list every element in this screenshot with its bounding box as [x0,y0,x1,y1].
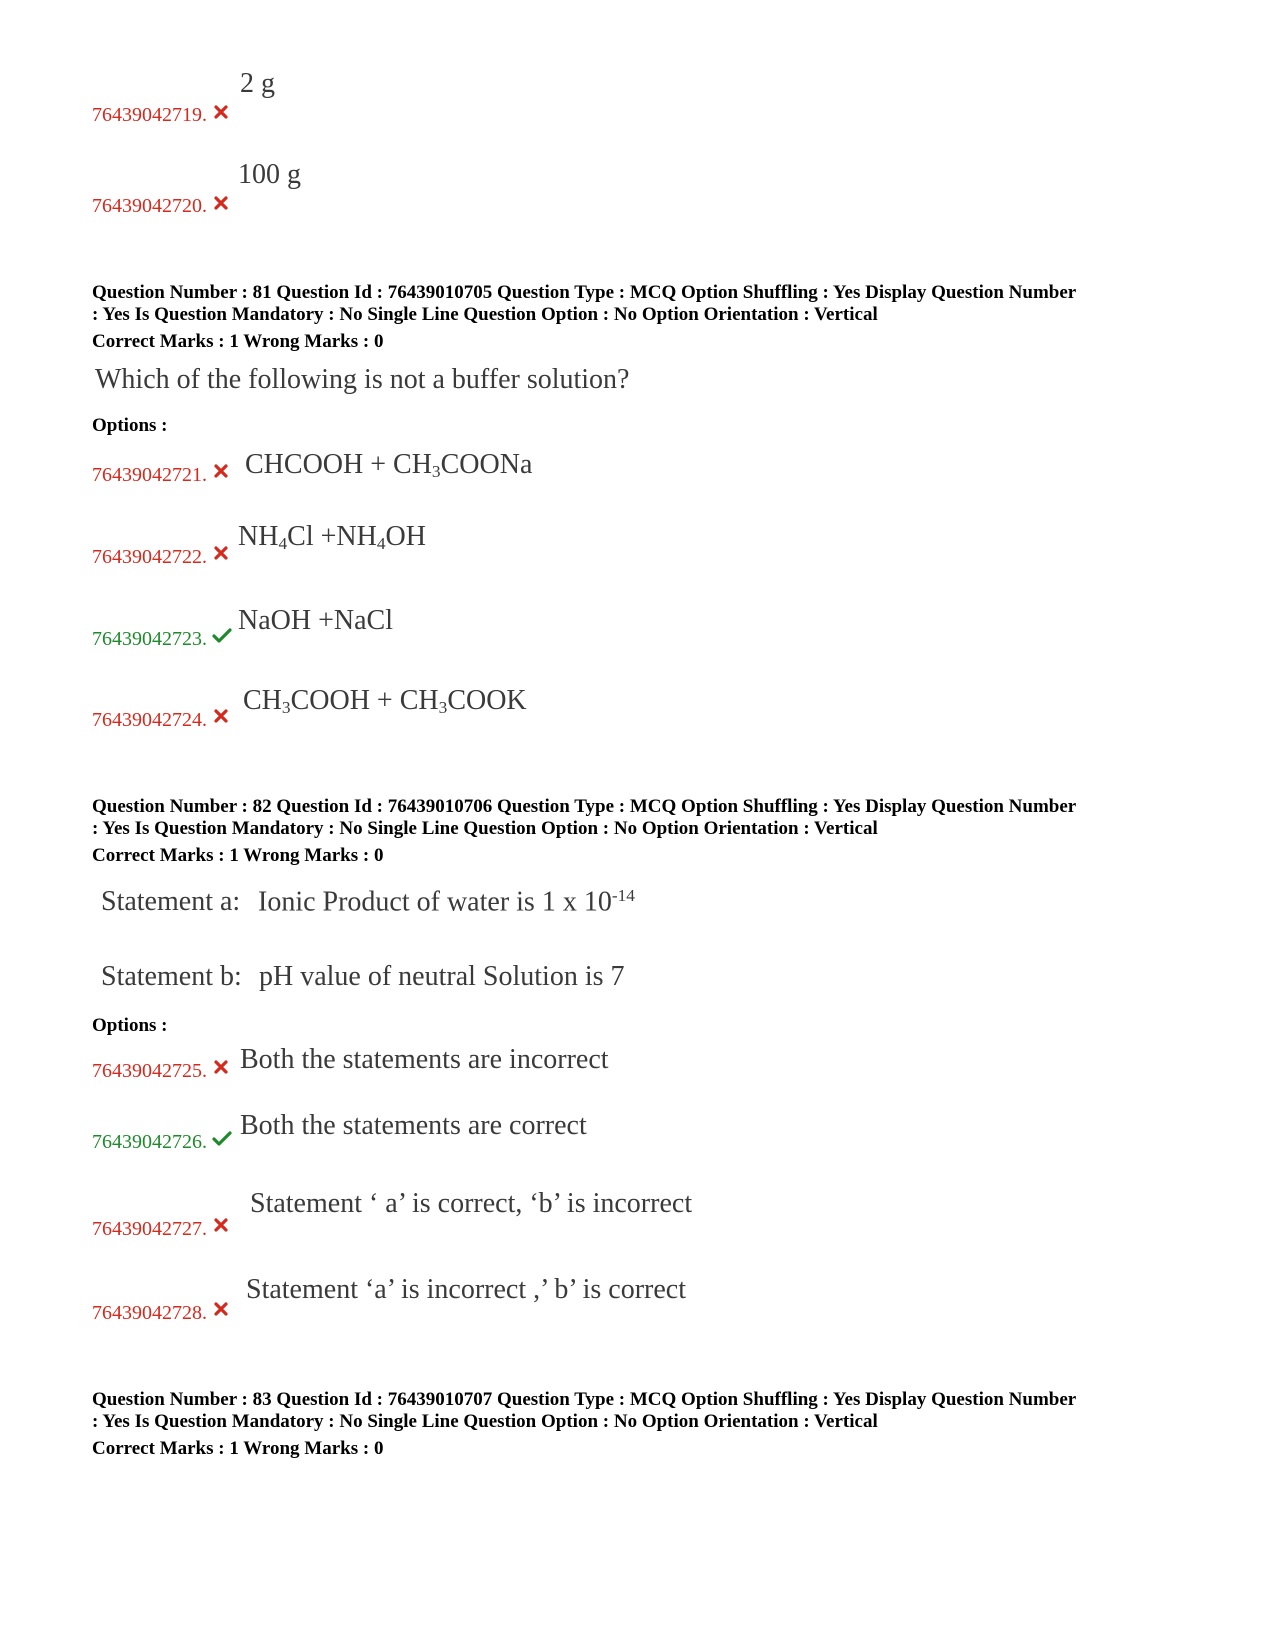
option-text: Both the statements are incorrect [240,1044,609,1075]
option-id: 76439042726. [92,1131,207,1153]
option-text: 100 g [238,159,301,190]
cross-icon [213,104,229,120]
question-marks: Correct Marks : 1 Wrong Marks : 0 [92,845,384,866]
option-text: CHCOOH + $CH_3COONa$ [245,449,533,481]
cross-icon [213,1301,229,1317]
question-meta-line: : Yes Is Question Mandatory : No Single Line Question Option : No Option Orientation : Vertical [92,304,878,325]
check-icon [212,627,232,643]
cross-icon [213,463,229,479]
question-marks: Correct Marks : 1 Wrong Marks : 0 [92,331,384,352]
statement-b-label: Statement b: [101,961,242,992]
cross-icon [213,1217,229,1233]
option-id: 76439042723. [92,628,207,650]
cross-icon [213,708,229,724]
statement-a-text: Ionic Product of water is 1 x $10^{-14}$ [258,886,635,918]
question-meta-line: Question Number : 83 Question Id : 76439010707 Question Type : MCQ Option Shuffling : Yes Display Question Number [92,1389,1077,1410]
option-id: 76439042725. [92,1060,207,1082]
option-text: Both the statements are correct [240,1110,587,1141]
question-text: Which of the following is not a buffer solution? [95,364,630,395]
option-id: 76439042721. [92,464,207,486]
option-text: $CH_3COOH$ + $CH_3COOK$ [243,685,527,717]
question-marks: Correct Marks : 1 Wrong Marks : 0 [92,1438,384,1459]
option-text: 2 g [240,68,275,99]
statement-b-text: pH value of neutral Solution is 7 [259,961,625,992]
question-meta-line: : Yes Is Question Mandatory : No Single Line Question Option : No Option Orientation : Vertical [92,1411,878,1432]
options-label: Options : [92,415,168,436]
option-id: 76439042728. [92,1302,207,1324]
question-meta-line: Question Number : 81 Question Id : 76439010705 Question Type : MCQ Option Shuffling : Yes Display Question Number [92,282,1077,303]
option-id: 76439042719. [92,104,207,126]
question-meta-line: : Yes Is Question Mandatory : No Single Line Question Option : No Option Orientation : Vertical [92,818,878,839]
option-id: 76439042722. [92,546,207,568]
cross-icon [213,1059,229,1075]
option-text: NaOH +NaCl [238,605,393,636]
options-label: Options : [92,1015,168,1036]
option-text: $NH_4Cl +NH_4OH$ [238,521,426,553]
statement-a-label: Statement a: [101,886,241,917]
option-id: 76439042724. [92,709,207,731]
option-text: Statement ‘ a’ is correct, ‘b’ is incorrect [250,1188,693,1219]
check-icon [212,1130,232,1146]
option-id: 76439042727. [92,1218,207,1240]
question-meta-line: Question Number : 82 Question Id : 76439010706 Question Type : MCQ Option Shuffling : Yes Display Question Number [92,796,1077,817]
cross-icon [213,195,229,211]
option-id: 76439042720. [92,195,207,217]
cross-icon [213,545,229,561]
option-text: Statement ‘a’ is incorrect ,’ b’ is correct [246,1274,687,1305]
